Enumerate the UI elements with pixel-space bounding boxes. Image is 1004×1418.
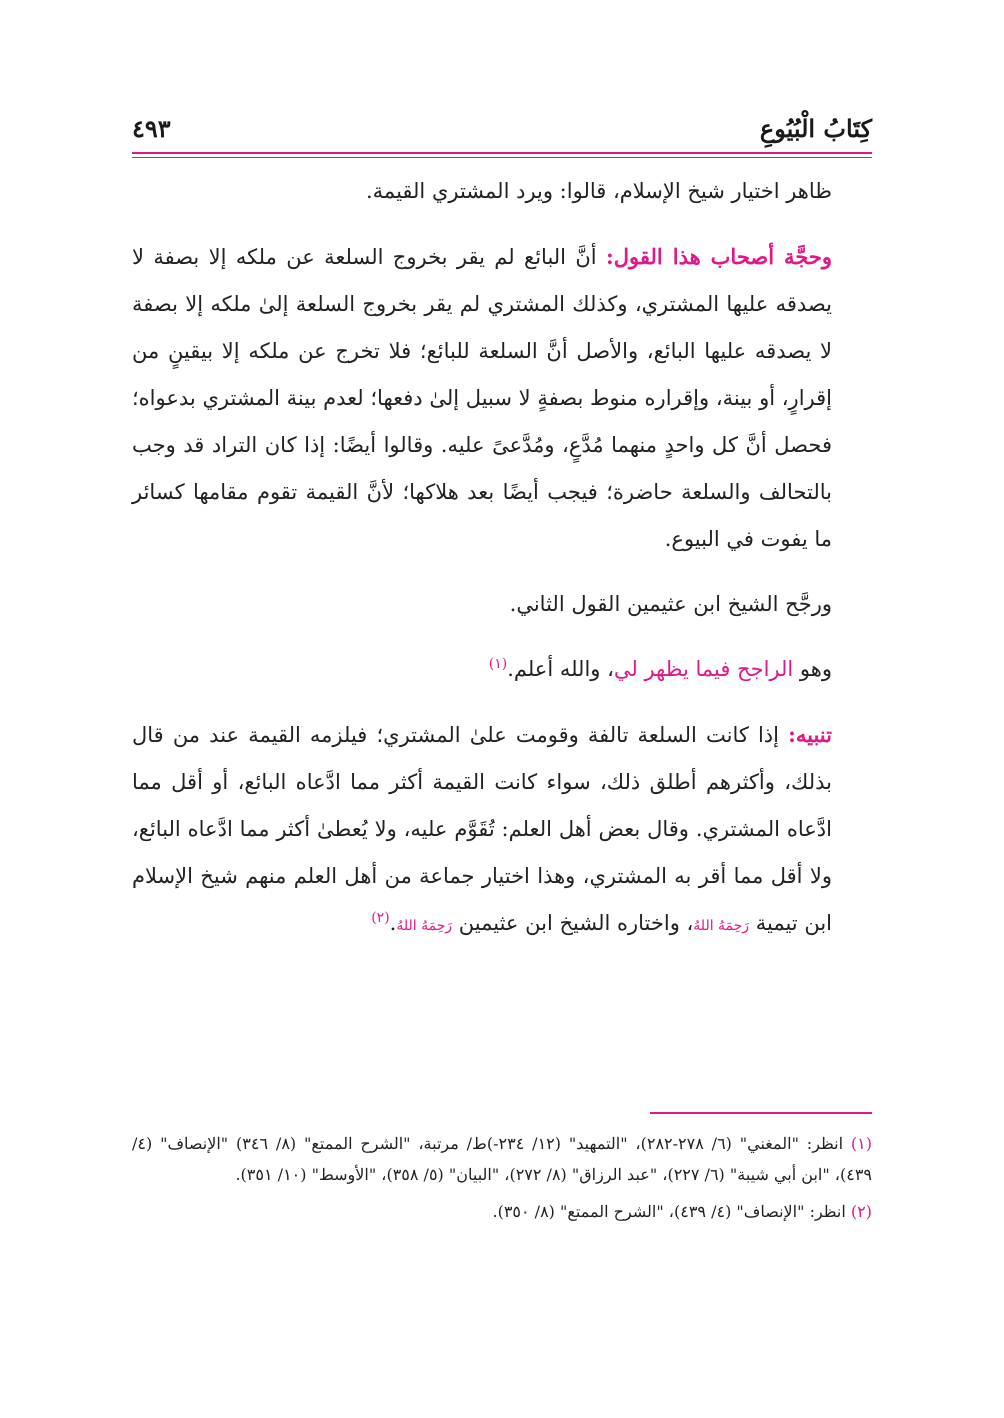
header-rule-thin	[132, 157, 872, 158]
argument-label: وحجَّة أصحاب هذا القول:	[606, 244, 832, 269]
footnote-separator	[650, 1112, 872, 1114]
argument-text: أنَّ البائع لم يقر بخروج السلعة عن ملكه إلا بصفة لا يصدقه عليها المشتري، وكذلك المشتري لم يقر بخروج السلعة إلىٰ ملكه إلا بصفة لا يصدقه عليها البائع، والأصل أنَّ السلعة للبائع؛ فلا تخرج عن ملكه إلا بيقينٍ من إقرارٍ، أو بينة، وإقراره منوط بصفةٍ لا سبيل إلىٰ دفعها؛ لعدم بينة المشتري بدعواه؛ فحصل أنَّ كل واحدٍ منهما مُدَّعٍ، ومُدَّعىً عليه. وقالوا أيضًا: إذا كان التراد قد وجب بالتحالف والسلعة حاضرة؛ فيجب أيضًا بعد هلاكها؛ لأنَّ القيمة تقوم مقامها كسائر ما يفوت في البيوع.	[132, 245, 832, 551]
footnotes	[132, 1128, 872, 1227]
footnote-2-number: (٢)	[850, 1202, 872, 1221]
footnote-1-text: انظر: "المغني" (٦/ ٢٧٨-٢٨٢)، "التمهيد" (١٢/ ٢٣٤-)ط/ مرتبة، "الشرح الممتع" (٨/ ٣٤٦) "الإنصاف" (٤/ ٤٣٩)، "ابن أبي شيبة" (٦/ ٢٢٧)، "عبد الرزاق" (٨/ ٢٧٢)، "البيان" (٥/ ٣٥٨)، "الأوسط" (١٠/ ٣٥١).	[132, 1134, 872, 1184]
honorific-2: رَحِمَهُ اللهُ	[396, 918, 453, 934]
honorific-1: رَحِمَهُ اللهُ	[693, 918, 750, 934]
footnote-2	[132, 1196, 872, 1227]
footnote-2-text: انظر: "الإنصاف" (٤/ ٤٣٩)، "الشرح الممتع" (٨/ ٣٥٠).	[492, 1202, 851, 1221]
paragraph-3: ورجَّح الشيخ ابن عثيمين القول الثاني.	[509, 592, 832, 616]
footnote-ref-2[interactable]: (٢)	[371, 910, 390, 926]
main-text	[132, 168, 872, 950]
preferred-opinion: الراجح فيما يظهر لي	[613, 657, 794, 681]
footnote-1-number: (١)	[850, 1134, 873, 1153]
paragraph-2	[132, 233, 872, 563]
page-header	[132, 108, 872, 152]
paragraph-5: تنبيه: إذا كانت السلعة تالفة وقومت علىٰ المشتري؛ فيلزمه القيمة عند من قال بذلك، وأكثرهم أطلق ذلك، سواء كانت القيمة أكثر مما ادَّعاه البائع، أو أقل مما ادَّعاه المشتري. وقال بعض أهل العلم: تُقَوَّم عليه، ولا يُعطىٰ أكثر مما ادَّعاه البائع، ولا أقل مما أقر به المشتري، وهذا اختيار جماعة من أهل العلم منهم شيخ الإسلام ابن تيمية رَحِمَهُ اللهُ، واختاره الشيخ ابن عثيمين رَحِمَهُ اللهُ.$^{(٢)}$	[132, 722, 832, 935]
paragraph-4: وهو الراجح فيما يظهر لي، والله أعلم.$^{(١)}$	[488, 656, 832, 681]
header-rule-thick	[132, 152, 872, 154]
footnote-ref-1[interactable]: (١)	[488, 656, 508, 672]
footnote-1	[132, 1128, 872, 1190]
book-title: كِتَابُ الْبُيُوعِ	[759, 114, 872, 143]
page-number: ٤٩٣	[132, 114, 171, 143]
note-label: تنبيه:	[788, 722, 832, 747]
paragraph-1: ظاهر اختيار شيخ الإسلام، قالوا: ويرد المشتري القيمة.	[366, 179, 832, 203]
